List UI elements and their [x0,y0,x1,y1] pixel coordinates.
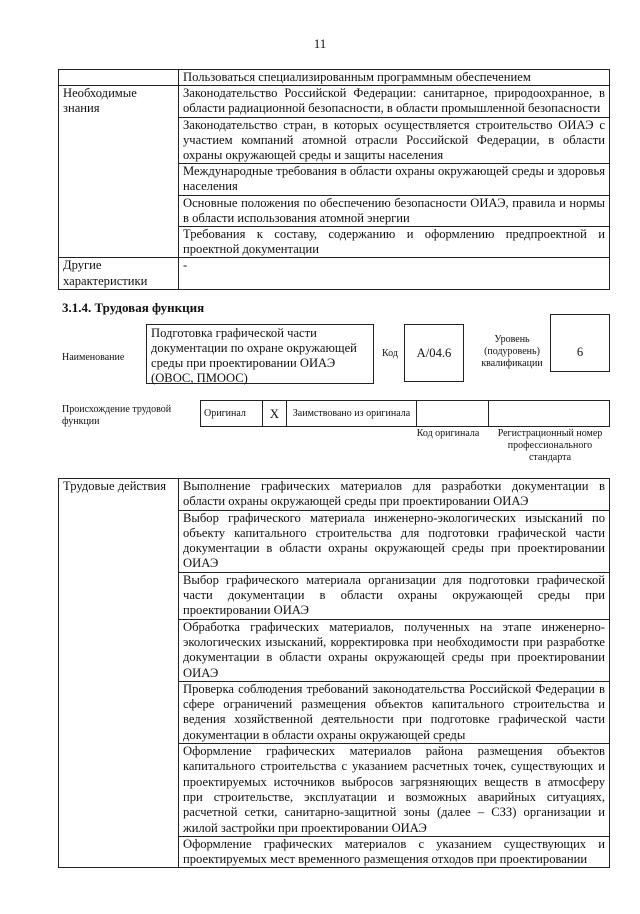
reg-number-cell [489,401,610,427]
knowledge-item: Основные положения по обеспечению безопасности ОИАЭ, правила и нормы в области использования атомной энергии [179,195,610,226]
table-row [201,401,610,427]
code-original-caption: Код оригинала [416,428,480,439]
other-item: - [179,258,610,289]
action-item: Обработка графических материалов, полученных на этапе инженерно-экологических изысканий, корректировка при необходимости при разработке документации в области охраны окружающей среды при проектировании ОИАЭ [179,619,610,681]
code-original-cell [417,401,489,427]
knowledge-item: Международные требования в области охраны окружающей среды и здоровья населения [179,164,610,195]
row-label-knowledge: Необходимые знания [59,86,179,258]
row-label-other: Другие характеристики [59,258,179,289]
page-number: 11 [313,36,327,51]
labor-actions-table [58,478,610,868]
action-item: Выбор графического материала инженерно-экологических изысканий по объекту капитального строительства для подготовки графической части документации в области охраны окружающей среды при проектировании ОИАЭ [179,510,610,572]
original-mark: Х [263,401,287,427]
row-label [59,70,179,86]
row-label-actions: Трудовые действия [59,479,179,868]
action-item: Оформление графических материалов района размещения объектов капитального строительства с указанием расчетных точек, существующих и проектируемых источников выбросов загрязняющих веществ в атмосферу при строительстве, эксплуатации и возможных аварийных ситуациях, расчетной сетки, санитарно-защитной зоны (далее – СЗЗ) организации и жилой застройки при проектировании ОИАЭ [179,744,610,837]
original-label: Оригинал [201,401,263,427]
level-box: 6 [550,314,610,372]
reg-number-caption: Регистрационный номер профессионального стандарта [497,428,603,463]
function-code-box: А/04.6 [404,324,464,382]
borrowed-label: Заимствовано из оригинала [287,401,417,427]
knowledge-item: Требования к составу, содержанию и оформлению предпроектной и проектной документации [179,227,610,258]
action-item: Проверка соблюдения требований законодательства Российской Федерации в сфере ограничений размещения объектов капитального строительства и ведения хозяйственной деятельности при подготовке графической части документации в области охраны окружающей среды [179,681,610,743]
origin-table [200,400,610,427]
knowledge-item: Законодательство стран, в которых осуществляется строительство ОИАЭ с участием компаний атомной отрасли Российской Федерации, в области охраны окружающей среды и защиты населения [179,117,610,164]
action-item: Выполнение графических материалов для разработки документации в области охраны окружающей среды при проектировании ОИАЭ [179,479,610,511]
knowledge-table [58,69,610,290]
knowledge-item: Законодательство Российской Федерации: санитарное, природоохранное, в области радиационной безопасности, в области промышленной безопасности [179,86,610,117]
table-row [59,258,610,289]
table-row [59,86,610,117]
skill-item: Пользоваться специализированным программным обеспечением [179,70,610,86]
section-title: 3.1.4. Трудовая функция [62,300,205,315]
origin-label: Происхождение трудовой функции [62,404,172,427]
action-item: Оформление графических материалов с указанием существующих и проектируемых мест временного размещения отходов при проектировании [179,836,610,868]
name-label: Наименование [62,352,125,363]
code-label: Код [382,348,398,359]
level-label: Уровень (подуровень) квалификации [481,334,543,369]
function-name-box: Подготовка графической части документации по охране окружающей среды при проектировании ОИАЭ (ОВОС, ПМООС) [146,324,374,384]
table-row [59,70,610,86]
action-item: Выбор графического материала организации для подготовки графической части документации в области охраны окружающей среды при проектировании ОИАЭ [179,572,610,619]
table-row [59,479,610,511]
